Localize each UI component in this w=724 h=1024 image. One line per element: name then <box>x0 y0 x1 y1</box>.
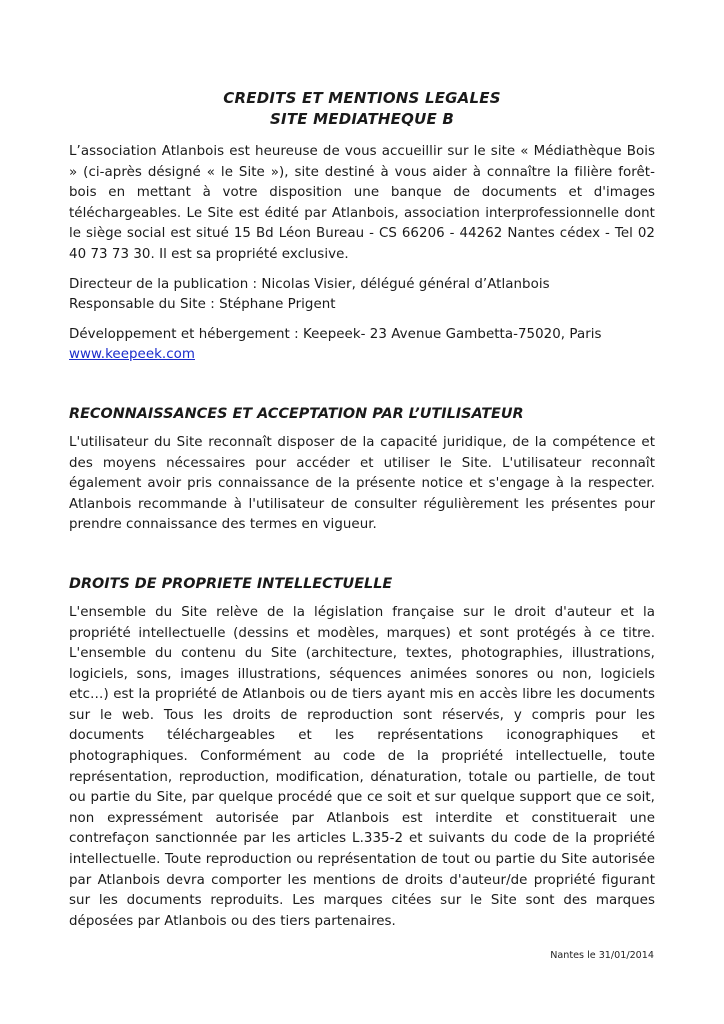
hosting-paragraph <box>69 325 655 366</box>
intro-paragraph: L’association Atlanbois est heureuse de vous accueillir sur le site « Médiathèque Bois » (ci-après désigné « le Site »), site destiné à vous aider à connaître la filière forêt-bois en mettant à votre disposition une banque de documents et d'images téléchargeables. Le Site est édité par Atlanbois, association interprofessionnelle dont le siège social est situé 15 Bd Léon Bureau - CS 66206 - 44262 Nantes cédex - Tel 02 40 73 73 30. Il est sa propriété exclusive. <box>69 144 655 262</box>
acceptance-paragraph: L'utilisateur du Site reconnaît disposer de la capacité juridique, de la compétence et des moyens nécessaires pour accéder et utiliser le Site. L'utilisateur reconnaît également avoir pris connaissance de la présente notice et s'engage à la respecter. Atlanbois recommande à l'utilisateur de consulter régulièrement les présentes pour prendre connaissance des termes en vigueur. <box>69 434 655 533</box>
acceptance-heading: RECONNAISSANCES ET ACCEPTATION PAR L’UTILISATEUR <box>69 405 524 422</box>
ip-heading: DROITS DE PROPRIETE INTELLECTUELLE <box>69 575 393 592</box>
publication-credits <box>69 275 655 316</box>
document-title <box>69 88 655 130</box>
keepeek-link[interactable]: www.keepeek.com <box>69 347 195 363</box>
ip-paragraph: L'ensemble du Site relève de la législation française sur le droit d'auteur et la propriété intellectuelle (dessins et modèles, marques) et sont protégés à ce titre. L'ensemble du contenu du Site (architecture, textes, photographies, illustrations, logiciels, sons, images illustrations, séquences animées sonores ou non, logiciels etc…) est la propriété de Atlanbois ou de tiers ayant mis en accès libre les documents sur le web. Tous les droits de reproduction sont réservés, y compris pour les documents téléchargeables et les représentations iconographiques et photographiques. Conformément au code de la propriété intellectuelle, toute représentation, reproduction, modification, dénaturation, totale ou partielle, de tout ou partie du Site, par quelque procédé que ce soit et sur quelque support que ce soit, non expressément autorisée par Atlanbois est interdite et constituerait une contrefaçon sanctionnée par les articles L.335-2 et suivants du code de la propriété intellectuelle. Toute reproduction ou représentation de tout ou partie du Site autorisée par Atlanbois devra comporter les mentions de droits d'auteur/de propriété figurant sur les documents reproduits. Les marques citées sur le Site sont des marques déposées par Atlanbois ou des tiers partenaires. <box>69 604 655 929</box>
document-page <box>69 88 655 932</box>
footer-date: Nantes le 31/01/2014 <box>550 950 654 961</box>
hosting-text: Développement et hébergement : Keepeek- 23 Avenue Gambetta-75020, Paris <box>69 326 602 342</box>
title-line-2: SITE MEDIATHEQUE B <box>270 110 454 128</box>
title-line-1: CREDITS ET MENTIONS LEGALES <box>223 89 501 107</box>
responsible-line: Responsable du Site : Stéphane Prigent <box>69 297 336 313</box>
director-line: Directeur de la publication : Nicolas Visier, délégué général d’Atlanbois <box>69 276 550 292</box>
